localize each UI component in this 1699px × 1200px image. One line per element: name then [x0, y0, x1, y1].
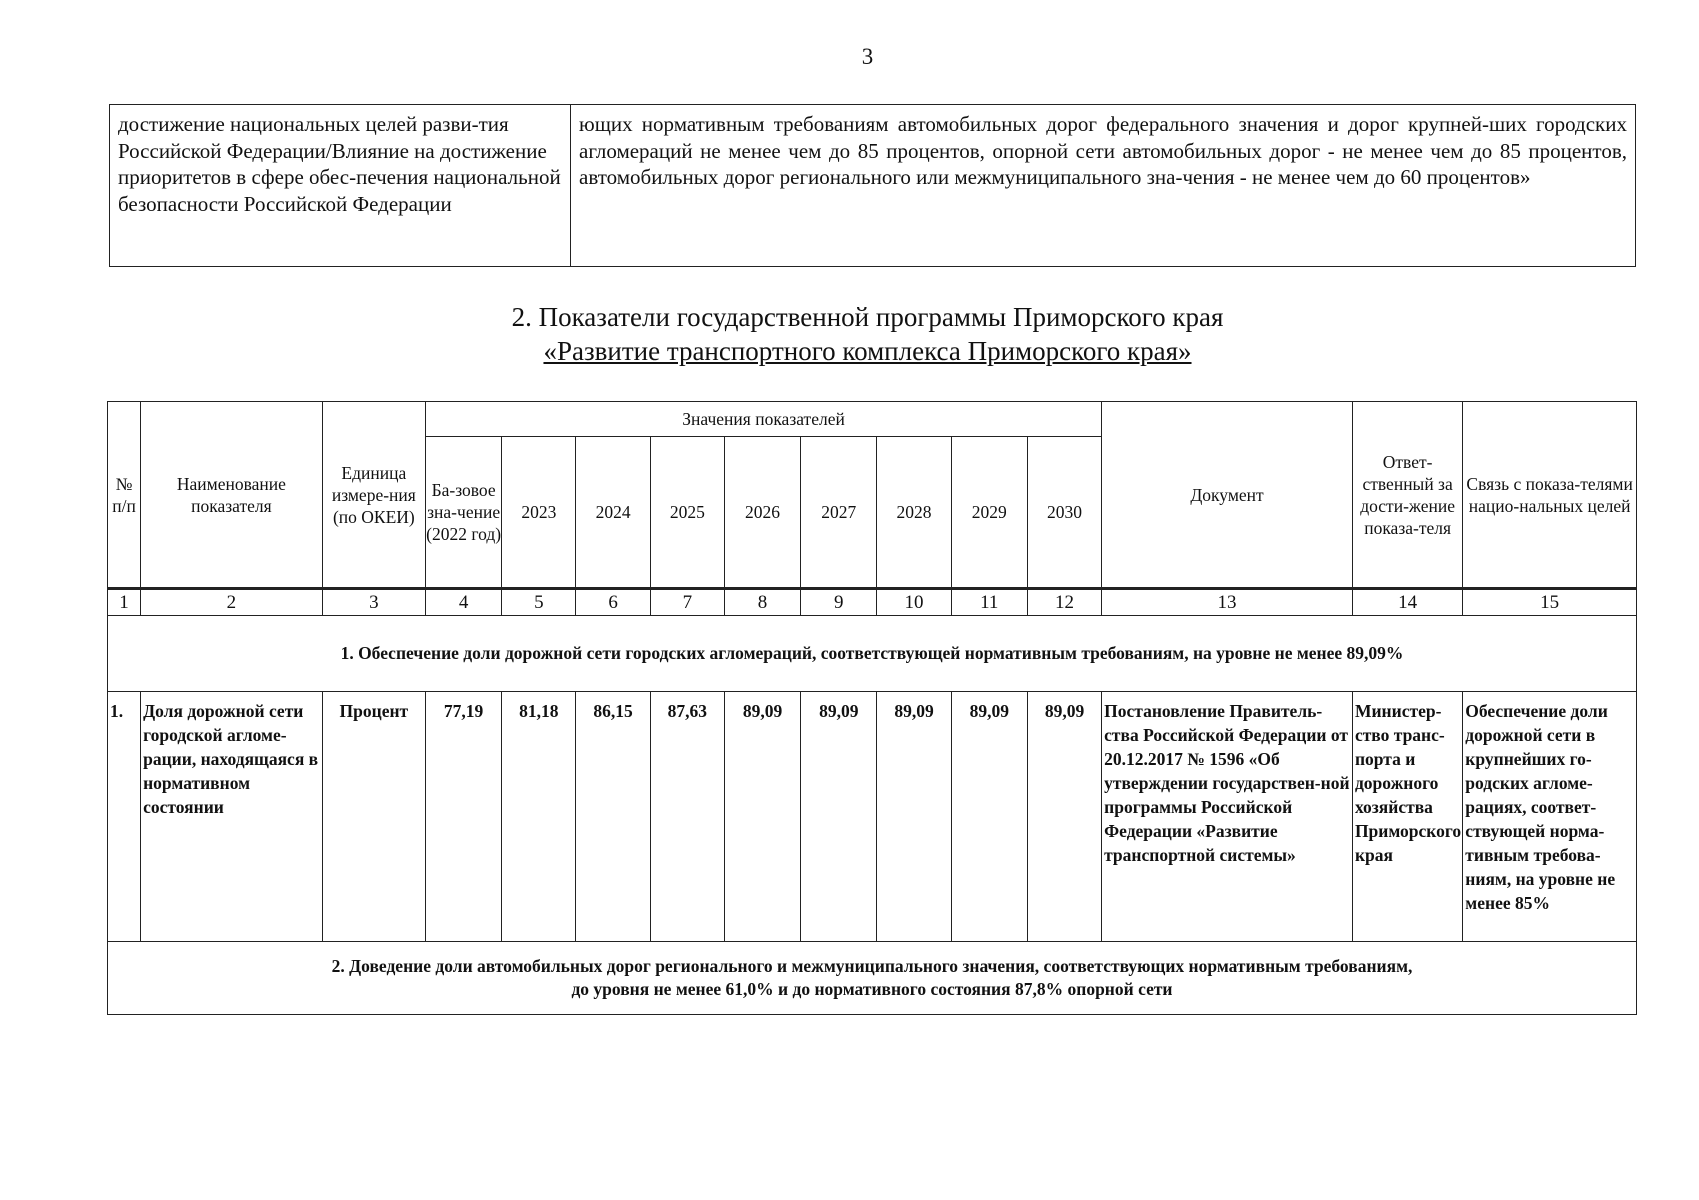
- header-year: 2027: [801, 437, 877, 589]
- header-link: Связь с показа-телями нацио-нальных целей: [1463, 402, 1637, 589]
- national-goals-cell: достижение национальных целей разви-тия Российской Федерации/Влияние на достижение приоритетов в сфере обес-печения национальной безопасности Российской Федерации: [110, 105, 571, 267]
- goal-2-line2: до уровня не менее 61,0% и до нормативного состояния 87,8% опорной сети: [571, 979, 1173, 999]
- column-number: 14: [1352, 589, 1462, 616]
- goal-2: [108, 942, 1637, 1015]
- goal-2-line1: 2. Доведение доли автомобильных дорог регионального и межмуниципального значения, соответствующих нормативным требованиям,: [331, 956, 1413, 976]
- column-number: 3: [322, 589, 425, 616]
- row-value: 89,09: [801, 692, 877, 942]
- header-year: 2030: [1027, 437, 1101, 589]
- section-title-line1: 2. Показатели государственной программы Приморского края: [511, 302, 1224, 332]
- row-value: 89,09: [724, 692, 800, 942]
- header-base: Ба-зовое зна-чение (2022 год): [426, 437, 502, 589]
- column-number: 4: [426, 589, 502, 616]
- header-year: 2023: [502, 437, 576, 589]
- section-title: [0, 300, 1699, 368]
- column-number: 10: [877, 589, 951, 616]
- goal-1-text: 1. Обеспечение доли дорожной сети городских агломераций, соответствующей нормативным требованиям, на уровне не менее 89,09%: [340, 643, 1404, 663]
- row-unit: Процент: [322, 692, 425, 942]
- column-numbers-row: [108, 589, 1637, 616]
- header-year: 2024: [576, 437, 650, 589]
- column-number: 13: [1102, 589, 1353, 616]
- header-year: 2029: [951, 437, 1027, 589]
- header-name: Наименование показателя: [141, 402, 323, 589]
- goal-row: [108, 942, 1637, 1015]
- section-title-line2: «Развитие транспортного комплекса Приморского края»: [543, 336, 1192, 366]
- header-num: № п/п: [108, 402, 141, 589]
- column-number: 1: [108, 589, 141, 616]
- header-unit: Единица измере-ния (по ОКЕИ): [322, 402, 425, 589]
- column-number: 12: [1027, 589, 1101, 616]
- row-responsible: Министер-ство транс-порта и дорожного хозяйства Приморского края: [1352, 692, 1462, 942]
- column-number: 7: [650, 589, 724, 616]
- goal-1: [108, 616, 1637, 692]
- national-goals-text-cell: ющих нормативным требованиям автомобильных дорог федерального значения и дорог крупней-ших городских агломераций не менее чем до 85 процентов, опорной сети автомобильных дорог - не менее чем до 85 процентов, автомобильных дорог регионального или межмуниципального зна-чения - не менее чем до 60 процентов»: [571, 105, 1636, 267]
- row-name: Доля дорожной сети городской агломе-рации, находящаяся в нормативном состоянии: [141, 692, 323, 942]
- goals-link-table: [109, 104, 1636, 267]
- header-year: 2028: [877, 437, 951, 589]
- column-number: 11: [951, 589, 1027, 616]
- row-document: Постановление Правитель-ства Российской Федерации от 20.12.2017 № 1596 «Об утверждении государствен-ной программы Российской Федерации «Развитие транспортной системы»: [1102, 692, 1353, 942]
- goal-row: [108, 616, 1637, 692]
- header-year: 2025: [650, 437, 724, 589]
- column-number: 8: [724, 589, 800, 616]
- header-document: Документ: [1102, 402, 1353, 589]
- row-link: Обеспечение доли дорожной сети в крупнейших го-родских агломе-рациях, соответ-ствующей норма-тивным требова-ниям, на уровне не менее 85%: [1463, 692, 1637, 942]
- column-number: 15: [1463, 589, 1637, 616]
- row-value: 87,63: [650, 692, 724, 942]
- indicators-table: [107, 401, 1637, 1015]
- column-number: 9: [801, 589, 877, 616]
- row-value: 89,09: [877, 692, 951, 942]
- header-responsible: Ответ-ственный за дости-жение показа-теля: [1352, 402, 1462, 589]
- row-base-value: 77,19: [426, 692, 502, 942]
- column-number: 2: [141, 589, 323, 616]
- row-num: 1.: [108, 692, 141, 942]
- row-value: 89,09: [1027, 692, 1101, 942]
- table-row: [108, 692, 1637, 942]
- header-year: 2026: [724, 437, 800, 589]
- page-number: 3: [861, 44, 874, 69]
- column-number: 6: [576, 589, 650, 616]
- row-value: 86,15: [576, 692, 650, 942]
- row-value: 81,18: [502, 692, 576, 942]
- column-number: 5: [502, 589, 576, 616]
- header-values-group: Значения показателей: [426, 402, 1102, 437]
- row-value: 89,09: [951, 692, 1027, 942]
